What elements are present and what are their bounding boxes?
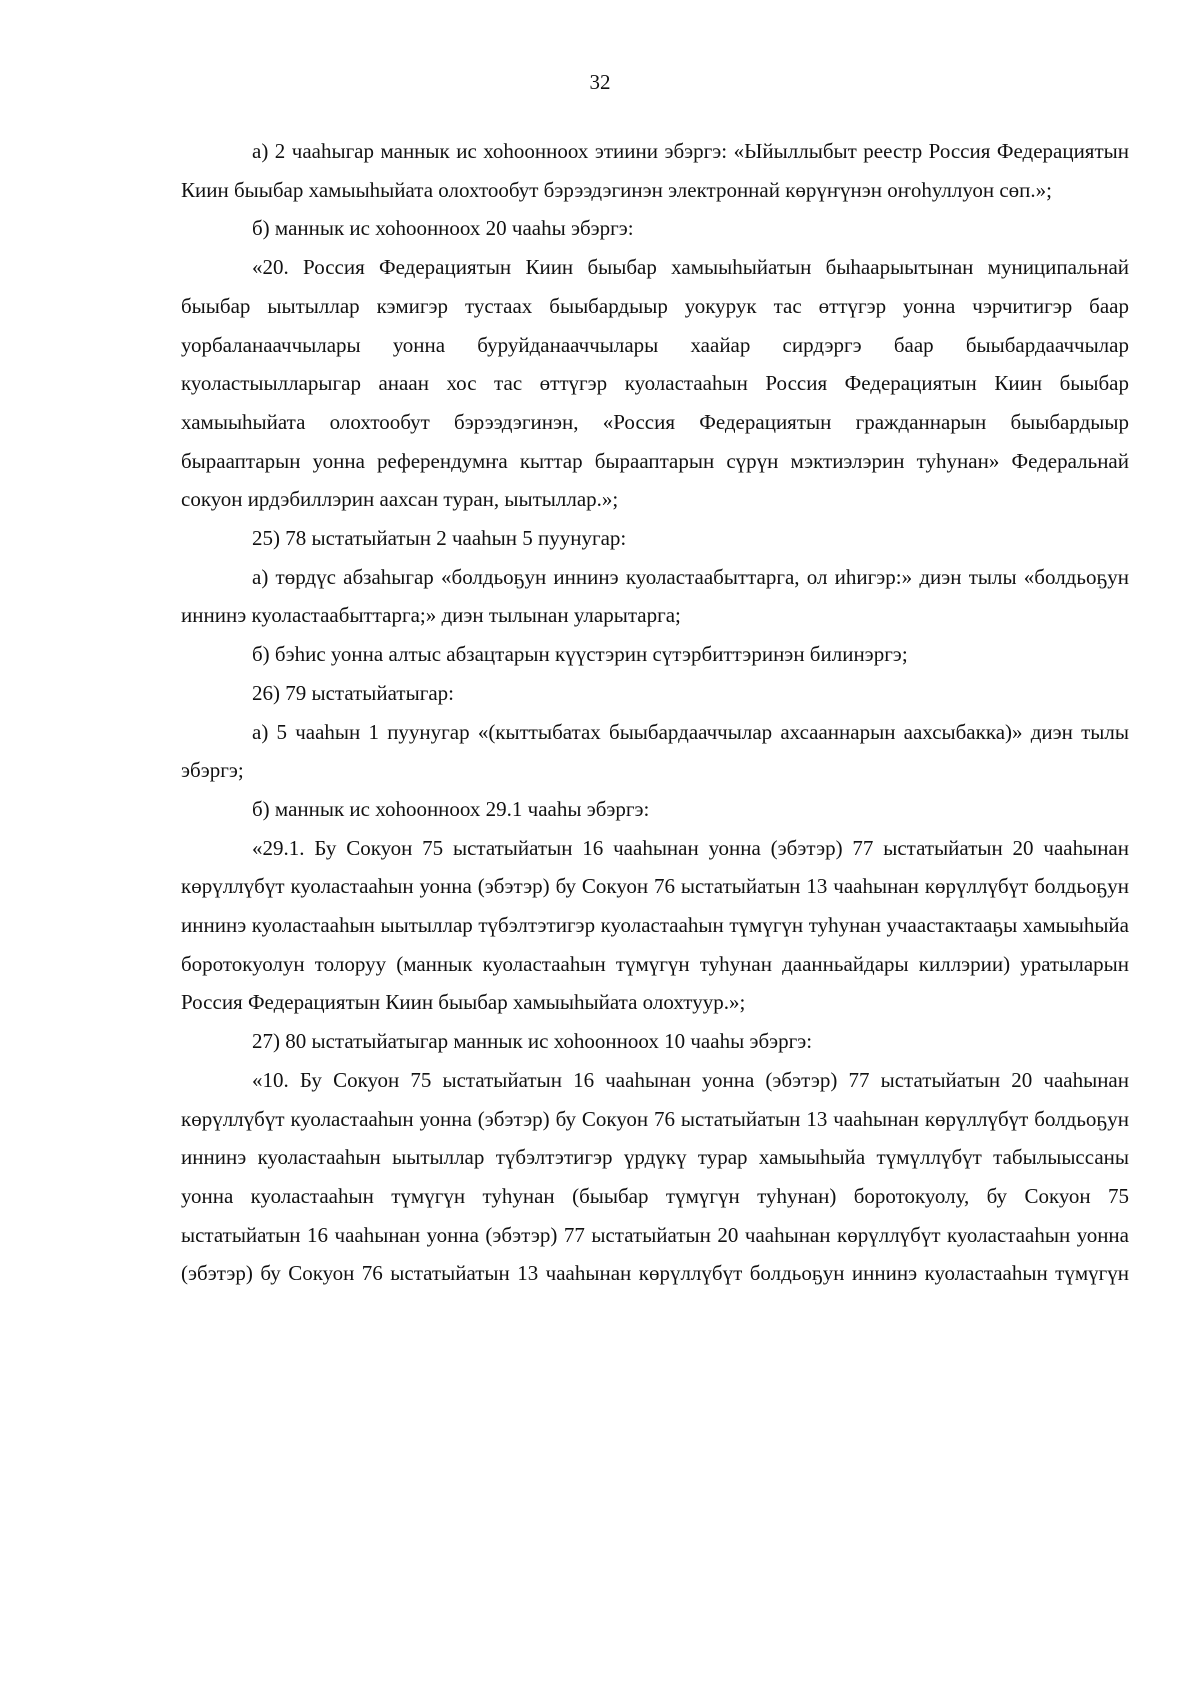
paragraph-12: «10. Бу Сокуон 75 ыстатыйатын 16 чааһынан уонна (эбэтэр) 77 ыстатыйатын 20 чааһынан көрүллүбүт куоластааһын уонна (эбэтэр) бу Сокуон 76 ыстатыйатын 13 чааһынан көрүллүбүт болдьоҕун иннинэ куоластааһын ыытыллар түбэлтэтигэр үрдүкү турар хамыыһыйа түмүллүбүт табылыыссаны уонна куоластааһын түмүгүн туһунан (быыбар түмүгүн туһунан) боротокуолу, бу Сокуон 75 ыстатыйатын 16 чааһынан уонна (эбэтэр) 77 ыстатыйатын 20 чааһынан көрүллүбүт куоластааһын уонна (эбэтэр) бу Сокуон 76 ыстатыйатын 13 чааһынан көрүллүбүт болдьоҕун иннинэ куоластааһын түмүгүн: [181, 1067, 1129, 1286]
paragraph-8: а) 5 чааһын 1 пуунугар «(кыттыбатах быыбардааччылар ахсааннарын аахсыбакка)» диэн тылы эбэргэ;: [181, 719, 1129, 783]
document-body: [181, 132, 1129, 1293]
paragraph-3: «20. Россия Федерациятын Киин быыбар хамыыһыйатын быһаарыытынан муниципальнай быыбар ыытыллар кэмигэр тустаах быыбардыыр уокурук тас өттүгэр уонна чэрчитигэр баар уорбаланааччылары уонна буруйданааччылары хаайар сирдэргэ баар быыбардааччылар куоластыылларыгар анаан хос тас өттүгэр куоластааһын Россия Федерациятын Киин быыбар хамыыһыйата олохтообут бэрээдэгинэн, «Россия Федерациятын гражданнарын быыбардыыр бырааптарын уонна референдумҥа кыттар бырааптарын сүрүн мэктиэлэрин туһунан» Федеральнай сокуон ирдэбиллэрин аахсан туран, ыытыллар.»;: [181, 255, 1129, 512]
paragraph-2: б) маннык ис хоһоонноох 20 чааһы эбэргэ:: [252, 216, 634, 241]
paragraph-9: б) маннык ис хоһоонноох 29.1 чааһы эбэргэ:: [252, 796, 650, 821]
paragraph-1: а) 2 чааһыгар маннык ис хоһоонноох этиини эбэргэ: «Ыйыллыбыт реестр Россия Федерациятын Киин быыбар хамыыһыйата олохтообут бэрээдэгинэн электроннай көрүҥүнэн оҥоһуллуон сөп.»;: [181, 139, 1129, 202]
paragraph-7: 26) 79 ыстатыйатыгар:: [252, 680, 454, 705]
paragraph-11: 27) 80 ыстатыйатыгар маннык ис хоһоонноох 10 чааһы эбэргэ:: [252, 1029, 813, 1054]
paragraph-6: б) бэһис уонна алтыс абзацтарын күүстэрин сүтэрбиттэринэн билинэргэ;: [252, 642, 908, 667]
paragraph-5: а) төрдүс абзаһыгар «болдьоҕун иннинэ куоластаабыттарга, ол иһигэр:» диэн тылы «болдьоҕун иннинэ куоластаабыттарга;» диэн тылынан уларытарга;: [181, 564, 1129, 628]
paragraph-4: 25) 78 ыстатыйатын 2 чааһын 5 пуунугар:: [252, 526, 627, 551]
page-number: 32: [589, 70, 611, 94]
paragraph-10: «29.1. Бу Сокуон 75 ыстатыйатын 16 чааһынан уонна (эбэтэр) 77 ыстатыйатын 20 чааһынан көрүллүбүт куоластааһын уонна (эбэтэр) бу Сокуон 76 ыстатыйатын 13 чааһынан көрүллүбүт болдьоҕун иннинэ куоластааһын ыытыллар түбэлтэтигэр куоластааһын түмүгүн туһунан учаастактааҕы хамыыһыйа боротокуолун толоруу (маннык куоластааһын түмүгүн туһунан даанньайдары киллэрии) уратыларын Россия Федерациятын Киин быыбар хамыыһыйата олохтуур.»;: [181, 835, 1129, 1015]
